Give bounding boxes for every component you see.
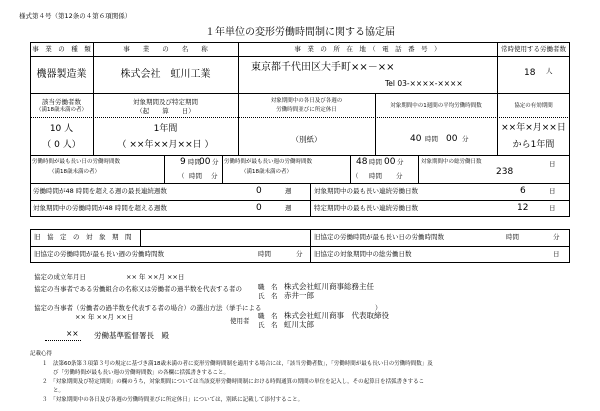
union-name-label: 氏 名 [258, 292, 278, 300]
total-work-days: 238 [496, 167, 514, 177]
header-business-type: 事 業 の 種 類 [32, 45, 91, 53]
header-business-name: 事 業 の 名 称 [123, 45, 208, 53]
longest-week-hours: 48 [356, 157, 368, 167]
header-old-longest-week: 旧協定の労働時間が最も長い週の労働時間数 [34, 250, 164, 258]
business-address: 東京都千代田区大手町××－×× [251, 62, 395, 73]
longest-day-hours: 9 [180, 157, 186, 167]
old-longest-day-minute-unit: 分 [553, 233, 560, 241]
header-longest-day-sub: （満18歳未満の者） [49, 169, 100, 175]
longest-day-minor-minute-unit: 分 [211, 172, 218, 180]
old-longest-week-hour-unit: 時間 [258, 250, 271, 258]
header-applicable-workers-sub: （満18歳未満の者） [36, 107, 87, 113]
average-weekly-minutes-unit: 分 [462, 135, 469, 143]
worker-count-unit: 人 [546, 67, 553, 75]
union-name: 赤井一郎 [284, 291, 314, 300]
old-total-days-unit: 日 [553, 250, 560, 258]
header-max-consecutive-days: 対象期間中の最も長い連続労働日数 [314, 187, 418, 195]
union-title-label: 職 名 [258, 283, 278, 291]
average-weekly-hours: 40 [410, 134, 422, 144]
validity-period-sub: から1年間 [512, 140, 555, 150]
validity-period: ××年×月××日 [501, 123, 566, 133]
note-1: １ 法第60条第３項第３号の規定に基づき満18歳未満の者に変形労働時間制を適用する場合には，「該当労働者数」，「労働時間が最も長い日の労働時間数」及 [42, 361, 433, 367]
note-2-cont: と。 [53, 388, 65, 394]
note-1-cont: び「労働時間が最も長い週の労働時間数」の各欄に括弧書きすること。 [53, 370, 230, 376]
target-period-start: （ ××年××月××日 ） [117, 140, 214, 150]
agreement-date-label: 協定の成立年月日 [34, 273, 86, 281]
longest-day-minor-open: （ [178, 172, 185, 180]
header-business-address: 事 業 の 所 在 地 （ 電 話 番 号 ） [294, 45, 441, 53]
header-max-consecutive-weeks: 労働時間が48 時間を超える週の最長連続週数 [33, 187, 167, 195]
max-consecutive-weeks: 0 [256, 186, 262, 196]
election-method-close: ） [375, 304, 382, 312]
header-daily-hours: 対象期間中の各日及び各週の [270, 98, 343, 104]
total-work-days-unit: 日 [549, 160, 556, 168]
header-old-total-days: 旧協定の対象期間中の総労働日数 [314, 250, 412, 258]
header-validity-period: 協定の有効期間 [514, 103, 553, 109]
form-number: 様式第４号（第12条の４第６項関係） [19, 12, 132, 20]
max-consecutive-days: 6 [520, 186, 526, 196]
longest-day-minute-unit: 分 [212, 158, 219, 166]
labor-office-place: ×× [66, 329, 79, 338]
longest-week-minutes: 00 [384, 157, 396, 167]
business-type: 機器製造業 [36, 69, 87, 80]
worker-count: 18 [524, 68, 536, 78]
header-target-period-sub: （起 算 日） [136, 107, 195, 115]
max-consecutive-weeks-unit: 週 [285, 187, 292, 195]
max-consecutive-days-unit: 日 [549, 187, 556, 195]
header-longest-day-hours: 労働時間が最も長い日の労働時間数 [32, 159, 121, 165]
employer-name: 虹川太郎 [284, 320, 314, 329]
header-average-weekly-hours: 対象期間中の1週間の平均労働時間数 [390, 103, 482, 109]
applicable-workers-minor: （ 0 人） [42, 140, 81, 150]
header-old-longest-day: 旧協定の労働時間が最も長い日の労働時間数 [314, 233, 444, 241]
longest-day-hour-unit: 時間 [188, 158, 201, 166]
header-daily-hours-sub: 労働時間並びに所定休日 [276, 107, 337, 113]
employer-label: 使用者 [230, 317, 250, 325]
election-method-text: 協定の当事者（労働者の過半数を代表する者の場合）の選出方法（挙手による [34, 304, 262, 312]
target-period: 1年間 [153, 124, 178, 134]
employer-title: 株式会社虹川商事 代表取締役 [284, 311, 389, 320]
union-representative-text: 協定の当事者である労働組合の名称又は労働者の過半数を代表する者の [34, 285, 242, 293]
header-longest-week-sub: （満18歳未満の者） [241, 169, 292, 175]
notes-heading: 記載心得 [30, 351, 53, 357]
daily-hours-attachment: （別紙） [291, 135, 322, 144]
header-longest-week-hours: 労働時間が最も長い週の労働時間数 [224, 159, 313, 165]
longest-day-minutes: 00 [199, 157, 211, 167]
header-worker-count: 常時使用する労働者数 [501, 45, 566, 53]
weeks-over-48: 0 [256, 203, 262, 213]
old-longest-week-minute-unit: 分 [296, 250, 303, 258]
old-longest-day-hour-unit: 時間 [506, 233, 519, 241]
longest-week-minor-hour-unit: 時間 [369, 172, 382, 180]
header-total-work-days: 対象期間中の総労働日数 [421, 159, 482, 165]
form-title: １年単位の変形労働時間制に関する協定届 [205, 27, 395, 38]
header-weeks-over-48: 対象期間中の労働時間が48 時間を超える週数 [33, 204, 167, 212]
average-weekly-hours-unit: 時間 [425, 135, 438, 143]
weeks-over-48-unit: 週 [285, 204, 292, 212]
header-target-period: 対象期間及び特定期間 [133, 98, 198, 106]
longest-week-minor-minute-unit: 分 [396, 172, 403, 180]
specific-period-consecutive-days-unit: 日 [549, 204, 556, 212]
employer-name-label: 氏 名 [258, 321, 278, 329]
longest-week-minute-unit: 分 [397, 158, 404, 166]
agreement-date: ×× 年 ××月 ××日 [126, 273, 185, 281]
employer-title-label: 職 名 [258, 312, 278, 320]
labor-office-addressee: 労働基準監督署長 殿 [94, 331, 169, 340]
longest-week-hour-unit: 時間 [369, 158, 382, 166]
average-weekly-minutes: 00 [446, 134, 458, 144]
header-applicable-workers: 該当労働者数 [42, 98, 81, 106]
header-specific-period-consecutive-days: 特定期間中の最も長い連続労働日数 [314, 204, 418, 212]
longest-day-minor-hour-unit: 時間 [189, 172, 202, 180]
note-3: ３ 「対象期間中の各日及び各週の労働時間並びに所定休日」については，別紙に記載して添付すること。 [42, 397, 304, 403]
business-name: 株式会社 虹川工業 [120, 69, 211, 80]
business-phone: Tel 03-××××-×××× [385, 79, 463, 88]
longest-week-minor-open: （ [352, 172, 359, 180]
applicable-workers: 10 人 [49, 124, 74, 134]
union-title: 株式会社虹川商事総務主任 [284, 282, 374, 291]
note-2: ２ 「対象期間及び特定期間」の欄のうち，対象期間については当該変形労働時間制における時間通算の期間の単位を記入し，その起算日を括弧書きするこ [42, 379, 425, 385]
header-old-target-period: 旧 協 定 の 対 象 期 間 [34, 233, 132, 241]
specific-period-consecutive-days: 12 [517, 203, 529, 213]
submission-date: ×× 年 ××月 ××日 [75, 313, 134, 321]
